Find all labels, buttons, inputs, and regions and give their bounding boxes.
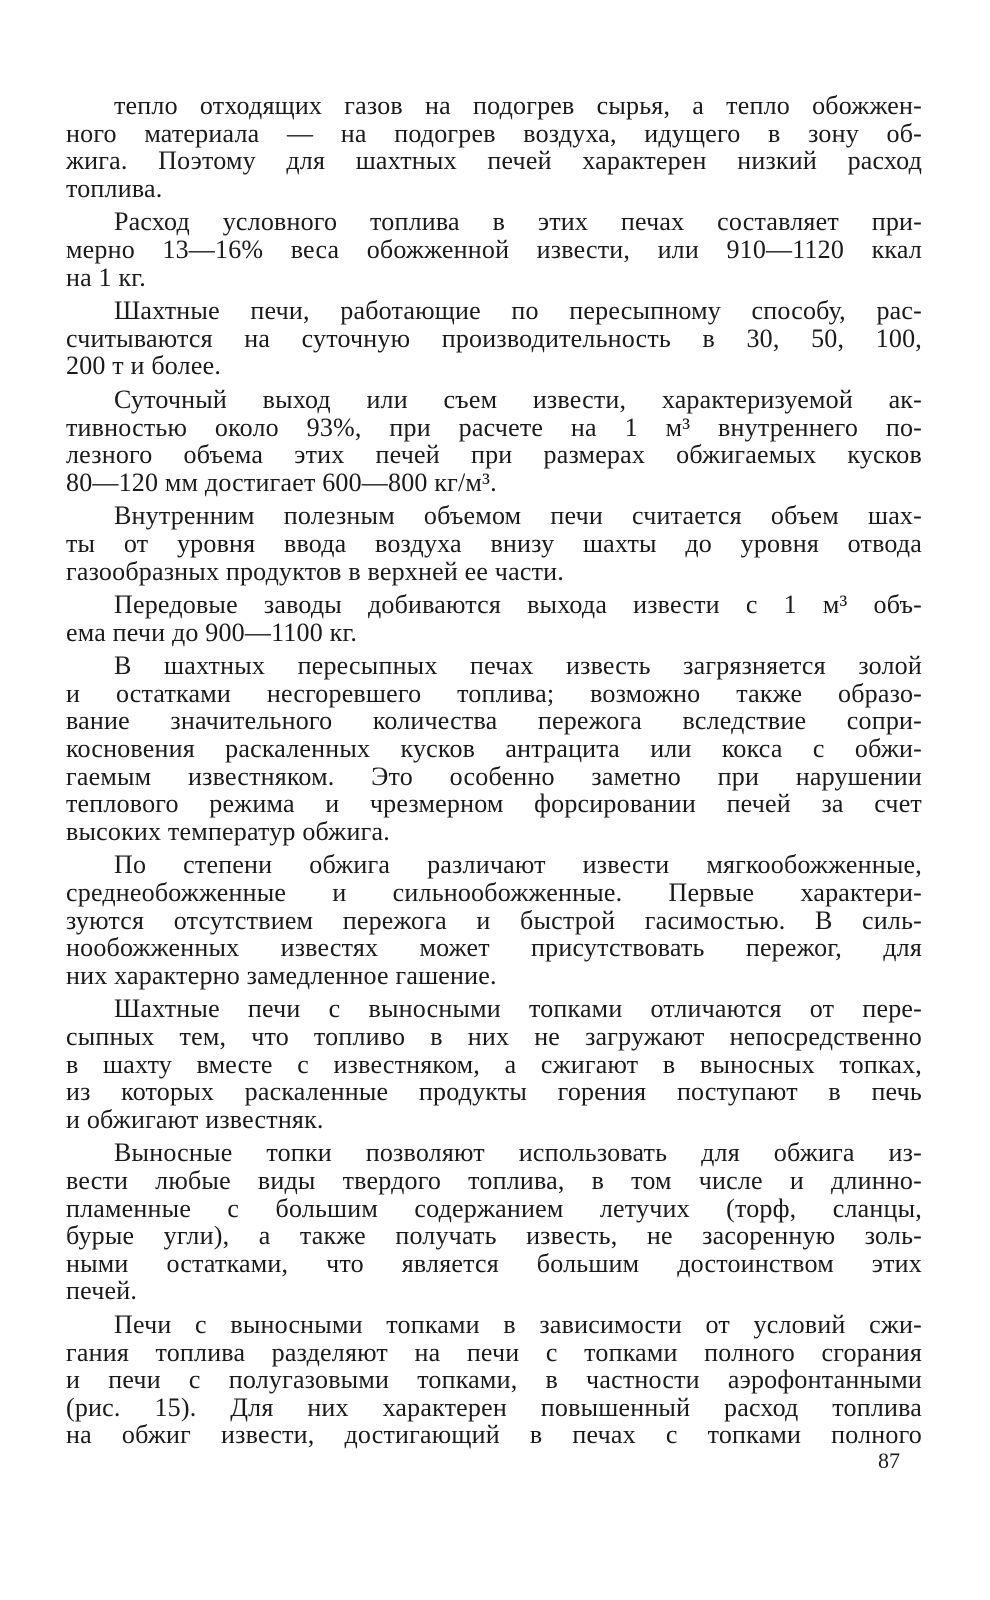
text-line: из которых раскаленные продукты горения поступают в печь bbox=[66, 1077, 922, 1107]
text-line: (рис. 15). Для них характерен повышенный расход топлива bbox=[66, 1392, 922, 1422]
paragraph bbox=[66, 995, 922, 1133]
text-line: теплового режима и чрезмерном форсировании печей за счет bbox=[66, 789, 922, 819]
text-line: Шахтные печи, работающие по пересыпному способу, рас- bbox=[114, 296, 922, 326]
text-line: в шахту вместе с известняком, а сжигают в выносных топках, bbox=[66, 1049, 922, 1079]
text-line: ты от уровня ввода воздуха внизу шахты до уровня отвода bbox=[66, 528, 922, 558]
page-number: 87 bbox=[878, 1448, 900, 1473]
paragraph bbox=[66, 591, 922, 646]
text-line: тивностью около 93%, при расчете на 1 м³ внутреннего по- bbox=[66, 412, 922, 442]
text-line: Суточный выход или съем извести, характеризуемой ак- bbox=[114, 384, 922, 414]
paragraph bbox=[66, 502, 922, 585]
text-line: ема печи до 900—1100 кг. bbox=[66, 617, 358, 647]
text-line: газообразных продуктов в верхней ее части. bbox=[66, 556, 564, 586]
text-line: на обжиг извести, достигающий в печах с топками полного bbox=[66, 1420, 922, 1450]
text-line: нообожженных известях может присутствовать пережог, для bbox=[66, 933, 922, 963]
paragraph bbox=[66, 297, 922, 380]
text-line: В шахтных пересыпных печах известь загрязняется золой bbox=[114, 651, 922, 681]
page-body bbox=[66, 92, 922, 1455]
text-line: 80—120 мм достигает 600—800 кг/м³. bbox=[66, 467, 497, 497]
paragraph bbox=[66, 386, 922, 496]
text-line: и обжигают известняк. bbox=[66, 1104, 324, 1134]
text-line: жига. Поэтому для шахтных печей характерен низкий расход bbox=[66, 146, 922, 176]
text-line: топлива. bbox=[66, 173, 163, 203]
paragraph bbox=[66, 1311, 922, 1449]
text-line: них характерно замедленное гашение. bbox=[66, 960, 497, 990]
text-line: и остатками несгоревшего топлива; возможно также образо- bbox=[66, 678, 922, 708]
text-line: вание значительного количества пережога вследствие сопри- bbox=[66, 706, 922, 736]
text-line: 200 т и более. bbox=[66, 351, 222, 381]
text-line: сыпных тем, что топливо в них не загружают непосредственно bbox=[66, 1022, 922, 1051]
paragraph bbox=[66, 92, 922, 202]
text-line: высоких температур обжига. bbox=[66, 816, 390, 846]
text-line: По степени обжига различают извести мягкообожженные, bbox=[114, 850, 922, 880]
text-line: Внутренним полезным объемом печи считается объем шах- bbox=[114, 501, 922, 531]
paragraph bbox=[66, 652, 922, 845]
text-line: ными остатками, что является большим достоинством этих bbox=[66, 1248, 922, 1278]
text-line: среднеобожженные и сильнообожженные. Первые характери- bbox=[66, 878, 922, 908]
text-line: тепло отходящих газов на подогрев сырья, а тепло обожжен- bbox=[114, 91, 922, 120]
text-line: лезного объема этих печей при размерах обжигаемых кусков bbox=[66, 440, 922, 470]
paragraph bbox=[66, 208, 922, 291]
text-line: ного материала — на подогрев воздуха, идущего в зону об- bbox=[66, 118, 922, 148]
text-line: Расход условного топлива в этих печах составляет при- bbox=[114, 207, 922, 237]
text-line: на 1 кг. bbox=[66, 262, 146, 292]
text-line: Печи с выносными топками в зависимости от условий сжи- bbox=[114, 1309, 922, 1339]
text-line: печей. bbox=[66, 1276, 138, 1306]
text-line: считываются на суточную производительность в 30, 50, 100, bbox=[66, 323, 922, 353]
text-line: Передовые заводы добиваются выхода извести с 1 м³ объ- bbox=[114, 590, 922, 620]
text-line: зуются отсутствием пережога и быстрой гасимостью. В силь- bbox=[66, 905, 922, 935]
text-line: Выносные топки позволяют использовать для обжига из- bbox=[114, 1138, 922, 1168]
text-line: Шахтные печи с выносными топками отличаются от пере- bbox=[114, 994, 922, 1024]
paragraph bbox=[66, 851, 922, 989]
text-line: вести любые виды твердого топлива, в том числе и длинно- bbox=[66, 1165, 922, 1195]
text-line: бурые угли), а также получать известь, не засоренную золь- bbox=[66, 1221, 922, 1251]
text-line: гаемым известняком. Это особенно заметно при нарушении bbox=[66, 761, 922, 791]
paragraph bbox=[66, 1139, 922, 1305]
text-line: и печи с полугазовыми топками, в частности аэрофонтанными bbox=[66, 1365, 922, 1395]
text-line: гания топлива разделяют на печи с топками полного сгорания bbox=[66, 1337, 922, 1367]
text-line: мерно 13—16% веса обожженной извести, или 910—1120 ккал bbox=[66, 234, 922, 264]
text-line: косновения раскаленных кусков антрацита или кокса с обжи- bbox=[66, 734, 922, 764]
text-line: пламенные с большим содержанием летучих (торф, сланцы, bbox=[66, 1193, 922, 1223]
